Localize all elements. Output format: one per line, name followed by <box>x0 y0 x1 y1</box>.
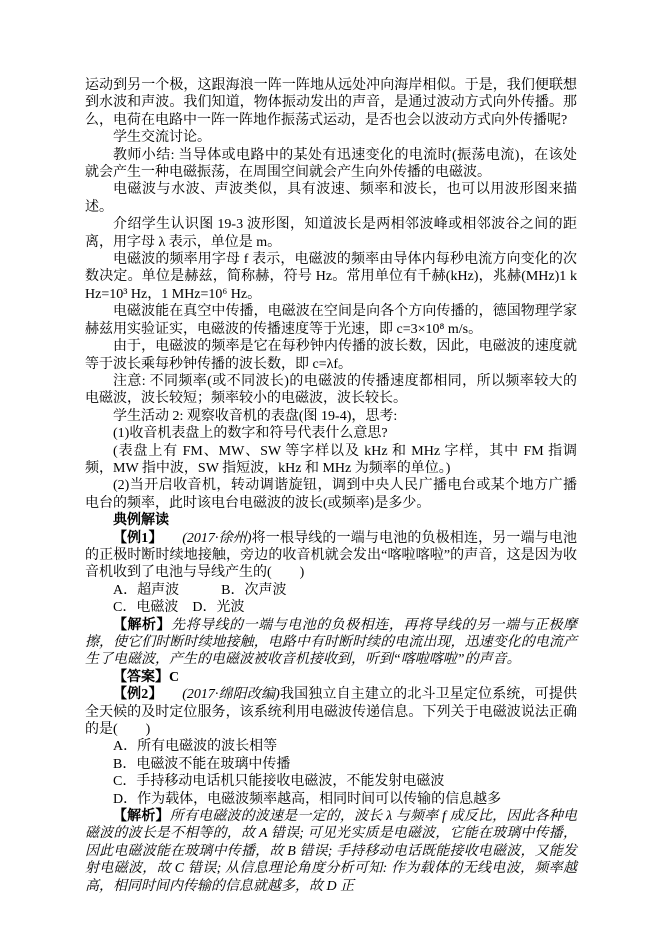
example-2-stem-text: 我国独立自主建立的北斗卫星定位系统，可提供全天候的及时定位服务，该系统利用电磁波传递信息。下列关于电磁波说法正确的是( ) <box>85 687 578 738</box>
analysis-label: 【解析】 <box>113 809 170 825</box>
example-2-option-c: C．手持移动电话机只能接收电磁波，不能发射电磁波 <box>113 774 445 790</box>
body-paragraph: 学生活动 2: 观察收音机的表盘(图 19-4)，思考: <box>113 408 398 424</box>
example-1-options-ab: A．超声波 B．次声波 <box>113 582 287 598</box>
body-paragraph: 注意: 不同频率(或不同波长)的电磁波的传播速度都相同，所以频率较大的电磁波，波长较短；频率较小的电磁波，波长较长。 <box>85 373 577 407</box>
analysis-text: 先将导线的一端与电池的负极相连，再将导线的另一端与正极摩擦，使它们时断时续地接触，电路中有时断时续的电流出现，迅速变化的电流产生了电磁波，产生的电磁波被收音机接收到，听到“喀啦喀啦”的声音。 <box>85 617 578 668</box>
body-paragraph: 电磁波与水波、声波类似，具有波速、频率和波长，也可以用波形图来描述。 <box>85 182 577 215</box>
example-1-stem-text: 将一根导线的一端与电池的负极相连，另一端与电池的正极时断时续地接触，旁边的收音机就会发出“喀啦喀啦”的声音，这是因为收音机收到了电池与导线产生的( ) <box>85 530 578 581</box>
analysis-text: 所有电磁波的波速是一定的，波长 λ 与频率 f 成反比，因此各种电磁波的波长是不相等的，故 A 错误; 可见光实质是电磁波，它能在玻璃中传播，因此电磁波能在玻璃中传播，故 B 错误; 手持移动电话既能接收电磁波，又能发射电磁波，故 C 错误; 从信息理论角度分析可知: 作为载体的无线电波，频率越高，相同时间内传输的信息就越多，故 D 正 <box>85 809 578 894</box>
example-2-analysis <box>85 808 577 895</box>
section-heading: 典例解读 <box>113 513 169 529</box>
example-2-option-d: D．作为载体，电磁波频率越高，相同时间可以传输的信息越多 <box>113 791 502 807</box>
example-1-label: 【例1】 <box>113 530 163 546</box>
answer-value: C <box>169 669 180 685</box>
example-1-stem <box>85 530 577 582</box>
body-paragraph: 电磁波能在真空中传播，电磁波在空间是向各个方向传播的，德国物理学家赫兹用实验证实，电磁波的传播速度等于光速，即 c=3×10⁸ m/s。 <box>85 304 577 337</box>
example-1-answer <box>85 669 577 686</box>
body-paragraph: 电磁波的频率用字母 f 表示，电磁波的频率由导体内每秒电流方向变化的次数决定。单位是赫兹，简称赫，符号 Hz。常用单位有千赫(kHz)，兆赫(MHz)1 kHz=10³ Hz，1 MHz=10⁶ Hz。 <box>85 252 577 302</box>
body-paragraph: (2)当开启收音机，转动调谐旋钮，调到中央人民广播电台或某个地方广播电台的频率，此时该电台电磁波的波长(或频率)是多少。 <box>85 478 577 511</box>
body-paragraph: (1)收音机表盘上的数字和符号代表什么意思? <box>113 426 388 442</box>
body-paragraph: 学生交流讨论。 <box>113 130 211 146</box>
body-paragraph: 教师小结: 当导体或电路中的某处有迅速变化的电流时(振荡电流)，在该处就会产生一种电磁振荡，在周围空间就会产生向外传播的电磁波。 <box>85 147 577 181</box>
example-1-source: (2017·徐州) <box>182 530 252 546</box>
body-paragraph: 运动到另一个极，这跟海浪一阵一阵地从远处冲向海岸相似。于是，我们便联想到水波和声波。我们知道，物体振动发出的声音，是通过波动方式向外传播。那么，电荷在电路中一阵一阵地作振荡式运动，是否也会以波动方式向外传播呢? <box>85 78 577 128</box>
answer-label: 【答案】 <box>113 669 169 685</box>
example-2-stem <box>85 686 577 738</box>
example-1-analysis <box>85 617 577 669</box>
example-2-option-b: B．电磁波不能在玻璃中传播 <box>113 756 291 772</box>
example-2-source: (2017·绵阳改编) <box>182 687 280 703</box>
example-1-options-cd: C．电磁波 D．光波 <box>113 600 245 616</box>
example-2-option-a: A．所有电磁波的波长相等 <box>113 739 278 755</box>
body-paragraph: (表盘上有 FM、MW、SW 等字样以及 kHz 和 MHz 字样，其中 FM 指调频，MW 指中波，SW 指短波，kHz 和 MHz 为频率的单位。) <box>85 443 577 476</box>
body-paragraph: 由于，电磁波的频率是它在每秒钟内传播的波长数，因此，电磁波的速度就等于波长乘每秒钟传播的波长数，即 c=λf。 <box>85 339 577 372</box>
example-2-label: 【例2】 <box>113 687 163 703</box>
body-paragraph: 介绍学生认识图 19-3 波形图，知道波长是两相邻波峰或相邻波谷之间的距离，用字母 λ 表示，单位是 m。 <box>85 217 577 250</box>
analysis-label: 【解析】 <box>113 617 172 633</box>
